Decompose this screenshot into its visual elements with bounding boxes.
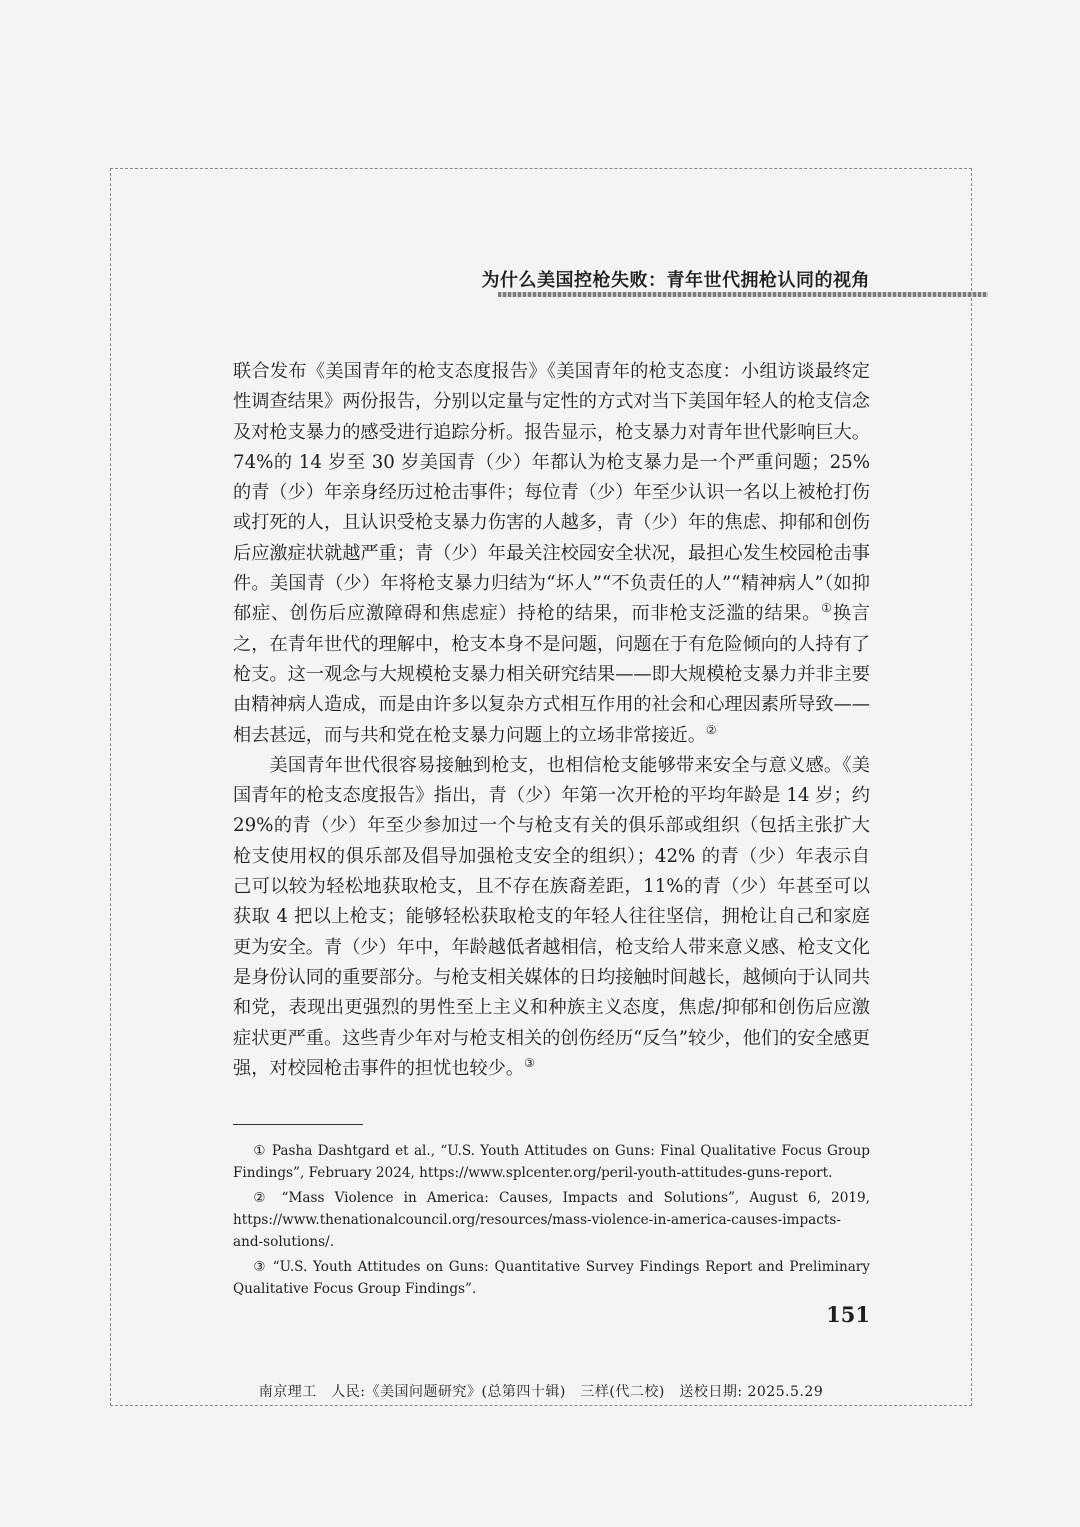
- header-rule: [498, 292, 988, 297]
- footnote-rule: [233, 1124, 363, 1125]
- proof-info-line: 南京理工 人民:《美国问题研究》(总第四十辑) 三样(代二校) 送校日期: 2025.5.29: [258, 1384, 824, 1400]
- footnote-ref-1[interactable]: ①: [821, 601, 833, 616]
- paragraph-2: [233, 751, 870, 1084]
- paragraph-2-text: 美国青年世代很容易接触到枪支，也相信枪支能够带来安全与意义感。《美国青年的枪支态度报告》指出，青（少）年第一次开枪的平均年龄是 14 岁；约 29%的青（少）年至少参加过一个与枪支有关的俱乐部或组织（包括主张扩大枪支使用权的俱乐部及倡导加强枪支安全的组织）；42% 的青（少）年表示自己可以较为轻松地获取枪支，且不存在族裔差距，11%的青（少）年甚至可以获取 4 把以上枪支；能够轻松获取枪支的年轻人往往坚信，拥枪让自己和家庭更为安全。青（少）年中，年龄越低者越相信，枪支给人带来意义感、枪支文化是身份认同的重要部分。与枪支相关媒体的日均接触时间越长，越倾向于认同共和党，表现出更强烈的男性至上主义和种族主义态度，焦虑/抑郁和创伤后应激症状更严重。这些青少年对与枪支相关的创伤经历“反刍”较少，他们的安全感更强，对校园枪击事件的担忧也较少。: [233, 754, 870, 1079]
- page-number: 151: [826, 1302, 870, 1327]
- paragraph-1: [233, 357, 870, 751]
- footnote-ref-3[interactable]: ③: [524, 1055, 535, 1070]
- footnotes: [233, 1140, 870, 1303]
- paragraph-1-text-a: 联合发布《美国青年的枪支态度报告》《美国青年的枪支态度：小组访谈最终定性调查结果》两份报告，分别以定量与定性的方式对当下美国年轻人的枪支信念及对枪支暴力的感受进行追踪分析。报告显示，枪支暴力对青年世代影响巨大。74%的 14 岁至 30 岁美国青（少）年都认为枪支暴力是一个严重问题；25% 的青（少）年亲身经历过枪击事件；每位青（少）年至少认识一名以上被枪打伤或打死的人，且认识受枪支暴力伤害的人越多，青（少）年的焦虑、抑郁和创伤后应激症状就越严重；青（少）年最关注校园安全状况，最担心发生校园枪击事件。美国青（少）年将枪支暴力归结为“坏人”“不负责任的人”“精神病人”（如抑郁症、创伤后应激障碍和焦虑症）持枪的结果，而非枪支泛滥的结果。: [233, 361, 870, 625]
- footnote-ref-2[interactable]: ②: [705, 722, 717, 737]
- running-header: 为什么美国控枪失败：青年世代拥枪认同的视角: [481, 270, 870, 291]
- body-text: [233, 357, 870, 1084]
- paragraph-1-text-b: 换言之，在青年世代的理解中，枪支本身不是问题，问题在于有危险倾向的人持有了枪支。这一观念与大规模枪支暴力相关研究结果——即大规模枪支暴力并非主要由精神病人造成，而是由许多以复杂方式相互作用的社会和心理因素所导致——相去甚远，而与共和党在枪支暴力问题上的立场非常接近。: [233, 603, 870, 746]
- footnote-3: ③ “U.S. Youth Attitudes on Guns: Quantitative Survey Findings Report and Preliminary Qualitative Focus Group Findings”.: [233, 1259, 870, 1297]
- footnote-1: ① Pasha Dashtgard et al., “U.S. Youth Attitudes on Guns: Final Qualitative Focus Group Findings”, February 2024, https://www.splcenter.org/peril-youth-attitudes-guns-report.: [233, 1143, 870, 1181]
- footnote-2: ② “Mass Violence in America: Causes, Impacts and Solutions”, August 6, 2019, https://www.thenationalcouncil.org/resources/mass-violence-in-america-causes-impacts-and-solutions/.: [233, 1190, 870, 1250]
